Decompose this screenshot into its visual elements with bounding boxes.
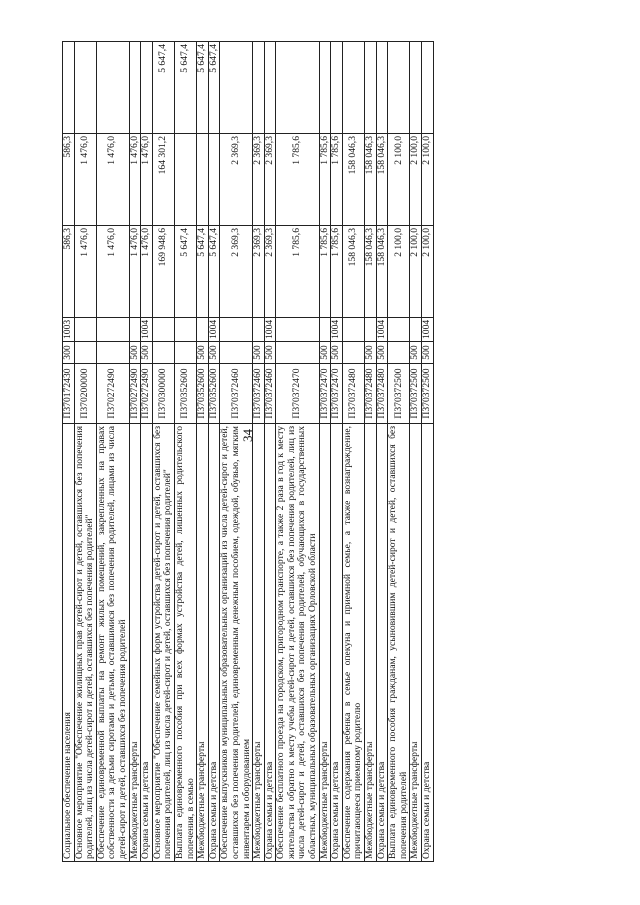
row-code-cell: П370372470 [331,364,343,424]
row-regional-cell: 158 046,3 [376,134,388,226]
row-name-cell: Обеспечение выпускников муниципальных образовательных организаций из числа детей-сирот и детей, оставшихся без попечения родителей, единовременным денежным пособием, одеждой, обувью, мягким инвентарем и оборудованием [220,424,253,862]
row-total-cell: 5 647,4 [174,226,196,318]
row-rz-cell [410,318,422,342]
row-name-cell: Охрана семьи и детства [141,424,153,862]
table-row [141,42,153,862]
row-code-cell: П370372480 [342,364,364,424]
table-row [96,42,129,862]
row-regional-cell: 2 100,0 [388,134,410,226]
row-code-cell: П370272490 [141,364,153,424]
table-row [264,42,276,862]
row-vr-cell [220,342,253,364]
row-total-cell: 2 369,3 [253,226,265,318]
row-vr-cell: 500 [319,342,331,364]
row-federal-cell [63,42,75,134]
row-regional-cell [208,134,220,226]
row-name-cell: Охрана семьи и детства [376,424,388,862]
page-number: 34 [240,429,255,442]
row-code-cell: П370372470 [319,364,331,424]
row-federal-cell [276,42,319,134]
row-code-cell: П370172430 [63,364,75,424]
row-vr-cell [388,342,410,364]
row-federal-cell [410,42,422,134]
row-name-cell: Обеспечение единовременной выплаты на ремонт жилых помещений, закрепленных на правах собственности за детьми сиротами и детьми, оставшимися без попечения родителей, лицами из числа детей-сирот и детей, оставшихся без попечения родителей [96,424,129,862]
table-row [422,42,434,862]
row-total-cell: 5 647,4 [208,226,220,318]
row-federal-cell [319,42,331,134]
row-regional-cell: 158 046,3 [342,134,364,226]
row-rz-cell [253,318,265,342]
row-total-cell: 1 476,0 [96,226,129,318]
table-row [410,42,422,862]
row-name-cell: Межбюджетные трансферты [129,424,141,862]
row-rz-cell [342,318,364,342]
table-row [174,42,196,862]
row-name-cell: Выплата единовременного пособия при всех формах устройства детей, лишенных родительского попечения, в семью [174,424,196,862]
row-rz-cell [96,318,129,342]
row-vr-cell: 500 [422,342,434,364]
row-code-cell: П370372500 [422,364,434,424]
row-federal-cell [376,42,388,134]
row-name-cell: Основное мероприятие "Обеспечение жилищных прав детей-сирот и детей, оставшихся без попечения родителей, лиц из числа детей-сирот и детей, оставшихся без попечения родителей" [74,424,96,862]
row-federal-cell [264,42,276,134]
table-row [129,42,141,862]
row-name-cell: Межбюджетные трансферты [197,424,209,862]
row-regional-cell: 1 476,0 [141,134,153,226]
row-code-cell: П370372460 [253,364,265,424]
row-name-cell: Выплата единовременного пособия гражданам, усыновившим детей-сирот и детей, оставшихся без попечения родителей [388,424,410,862]
row-regional-cell: 1 785,6 [319,134,331,226]
row-rz-cell: 1004 [208,318,220,342]
row-vr-cell [342,342,364,364]
row-federal-cell [129,42,141,134]
row-code-cell: П370352600 [208,364,220,424]
row-name-cell: Обеспечение содержания ребенка в семье опекуна и приемной семье, а также вознаграждение, причитающееся приемному родителю [342,424,364,862]
row-name-cell: Межбюджетные трансферты [253,424,265,862]
row-code-cell: П370372480 [365,364,377,424]
row-total-cell: 158 046,3 [365,226,377,318]
row-regional-cell: 158 046,3 [365,134,377,226]
row-total-cell: 1 785,6 [319,226,331,318]
row-code-cell: П370372470 [276,364,319,424]
row-regional-cell: 1 476,0 [96,134,129,226]
row-regional-cell: 1 476,0 [129,134,141,226]
row-vr-cell: 500 [331,342,343,364]
table-row [208,42,220,862]
row-total-cell: 586,3 [63,226,75,318]
row-regional-cell: 2 369,3 [253,134,265,226]
budget-table-rotated [62,42,582,862]
row-name-cell: Межбюджетные трансферты [410,424,422,862]
table-row [388,42,410,862]
table-row [331,42,343,862]
row-rz-cell: 1004 [331,318,343,342]
row-total-cell: 1 785,6 [276,226,319,318]
row-name-cell: Межбюджетные трансферты [319,424,331,862]
row-vr-cell [74,342,96,364]
row-rz-cell [152,318,174,342]
table-row [152,42,174,862]
row-federal-cell [74,42,96,134]
row-code-cell: П370300000 [152,364,174,424]
row-vr-cell: 500 [410,342,422,364]
row-name-cell: Охрана семьи и детства [264,424,276,862]
row-total-cell: 169 948,6 [152,226,174,318]
table-body [63,42,434,862]
row-total-cell: 5 647,4 [197,226,209,318]
row-vr-cell [152,342,174,364]
row-federal-cell [388,42,410,134]
row-total-cell: 1 476,0 [129,226,141,318]
row-name-cell: Охрана семьи и детства [208,424,220,862]
row-federal-cell: 5 647,4 [208,42,220,134]
row-vr-cell: 500 [376,342,388,364]
table-row [197,42,209,862]
row-federal-cell: 5 647,4 [152,42,174,134]
row-regional-cell: 2 100,0 [410,134,422,226]
row-federal-cell [422,42,434,134]
row-rz-cell: 1004 [376,318,388,342]
table-row [365,42,377,862]
row-total-cell: 2 369,3 [220,226,253,318]
row-code-cell: П370352600 [197,364,209,424]
row-name-cell: Охрана семьи и детства [331,424,343,862]
row-rz-cell: 1004 [141,318,153,342]
table-row [376,42,388,862]
row-rz-cell [129,318,141,342]
row-rz-cell [74,318,96,342]
row-code-cell: П370372500 [410,364,422,424]
row-name-cell: Основное мероприятие "Обеспечение семейных форм устройства детей-сирот и детей, оставшихся без попечения родителей, лиц из числа детей-сирот и детей, оставшихся без попечения родителей" [152,424,174,862]
row-total-cell: 1 785,6 [331,226,343,318]
row-name-cell: Охрана семьи и детства [422,424,434,862]
row-name-cell: Социальное обеспечение населения [63,424,75,862]
row-vr-cell: 500 [264,342,276,364]
row-vr-cell: 300 [63,342,75,364]
row-code-cell: П370372480 [376,364,388,424]
row-regional-cell: 1 476,0 [74,134,96,226]
row-regional-cell [197,134,209,226]
row-code-cell: П370200000 [74,364,96,424]
row-federal-cell [331,42,343,134]
row-rz-cell: 1004 [264,318,276,342]
row-federal-cell [141,42,153,134]
table-row [319,42,331,862]
row-total-cell: 1 476,0 [74,226,96,318]
row-regional-cell: 2 369,3 [264,134,276,226]
row-vr-cell: 500 [253,342,265,364]
row-rz-cell [197,318,209,342]
row-code-cell: П370272490 [96,364,129,424]
budget-table [62,41,434,862]
row-federal-cell: 5 647,4 [174,42,196,134]
row-regional-cell: 2 369,3 [220,134,253,226]
row-total-cell: 2 100,0 [422,226,434,318]
table-row [253,42,265,862]
row-federal-cell [342,42,364,134]
row-code-cell: П370372460 [264,364,276,424]
row-federal-cell [365,42,377,134]
row-vr-cell: 500 [141,342,153,364]
row-rz-cell [388,318,410,342]
row-code-cell: П370372460 [220,364,253,424]
row-total-cell: 2 100,0 [388,226,410,318]
row-regional-cell: 2 100,0 [422,134,434,226]
row-regional-cell: 1 785,6 [331,134,343,226]
row-vr-cell [276,342,319,364]
row-rz-cell [220,318,253,342]
row-name-cell: Межбюджетные трансферты [365,424,377,862]
row-code-cell: П370272490 [129,364,141,424]
row-vr-cell: 500 [197,342,209,364]
row-total-cell: 158 046,3 [376,226,388,318]
row-code-cell: П370372500 [388,364,410,424]
row-vr-cell [174,342,196,364]
row-total-cell: 158 046,3 [342,226,364,318]
row-federal-cell [96,42,129,134]
row-rz-cell: 1004 [422,318,434,342]
row-rz-cell: 1003 [63,318,75,342]
table-row [74,42,96,862]
row-code-cell: П370352600 [174,364,196,424]
row-federal-cell [220,42,253,134]
row-vr-cell [96,342,129,364]
row-vr-cell: 500 [208,342,220,364]
row-federal-cell [253,42,265,134]
table-row [342,42,364,862]
row-vr-cell: 500 [365,342,377,364]
row-rz-cell [174,318,196,342]
row-total-cell: 1 476,0 [141,226,153,318]
row-regional-cell: 586,3 [63,134,75,226]
row-regional-cell: 164 301,2 [152,134,174,226]
row-federal-cell: 5 647,4 [197,42,209,134]
row-regional-cell: 1 785,6 [276,134,319,226]
row-regional-cell [174,134,196,226]
row-name-cell: Обеспечение бесплатного проезда на городском, пригородном транспорте, а также 2 раза в год к месту жительства и обратно к месту учебы детей-сирот и детей, оставшихся без попечения родителей, лиц из числа детей-сирот и детей, оставшихся без попечения родителей, обучающихся в государственных областных, муниципальных образовательных организациях Орловской области [276,424,319,862]
row-total-cell: 2 369,3 [264,226,276,318]
row-rz-cell [319,318,331,342]
table-row [276,42,319,862]
table-row [220,42,253,862]
row-total-cell: 2 100,0 [410,226,422,318]
row-vr-cell: 500 [129,342,141,364]
table-row [63,42,75,862]
row-rz-cell [276,318,319,342]
row-rz-cell [365,318,377,342]
